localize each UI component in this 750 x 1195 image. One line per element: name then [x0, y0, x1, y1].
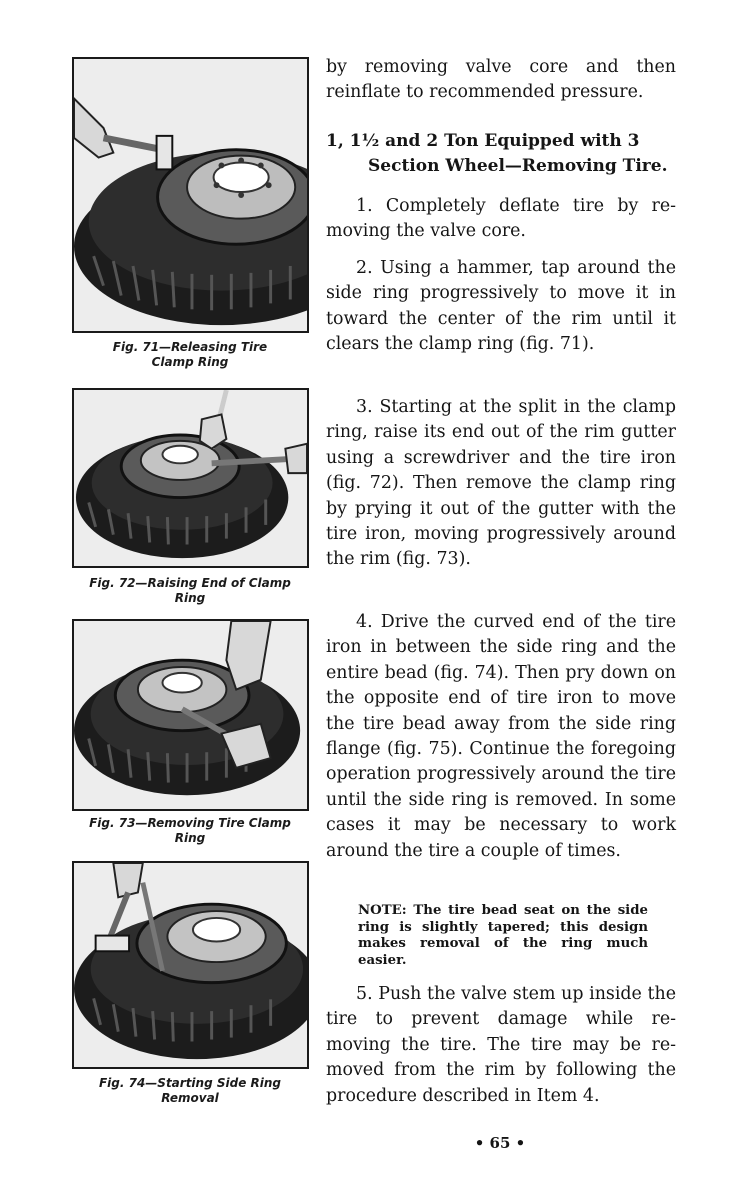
page-number: • 65 •	[474, 1134, 526, 1152]
step-3-paragraph: 3. Starting at the split in the clamp ring, raise its end out of the rim gutter using a screwdriver and the tire iron (fig. 72). Then remove the clamp ring by prying it out of the gutter with the tire iron, moving progressively around the rim (fig. 73).	[326, 397, 676, 570]
hammer-head	[96, 936, 129, 952]
hammer-head	[157, 136, 173, 170]
step-4-paragraph: 4. Drive the curved end of the tire iron in between the side ring and the entire bead (fig. 74). Then pry down on the opposite end of tire iron to move the tire bead away from the side ring flange (fig. 75). Continue the foregoing operation progressively around the tire until the side ring is removed. In some cases it may be necessary to work around the tire a couple of times.	[326, 612, 676, 861]
figure-71-caption: Fig. 71—Releasing Tire Clamp Ring	[112, 340, 268, 369]
figure-71-image	[72, 57, 309, 333]
step-1-paragraph: 1. Completely deflate tire by re-moving the valve core.	[326, 196, 676, 242]
hand	[113, 863, 142, 897]
step-5-paragraph: 5. Push the valve stem up inside the tire to prevent damage while re-moving the tire. The tire may be re-moved from the rim by following the procedure described in Item 4.	[326, 984, 676, 1106]
figure-74-image	[72, 861, 309, 1069]
note-paragraph: NOTE: The tire bead seat on the side ring is slightly tapered; this design makes removal of the ring much easier.	[358, 903, 648, 968]
figure-74-caption: Fig. 74—Starting Side Ring Removal	[98, 1076, 282, 1105]
figure-73-image	[72, 619, 309, 811]
intro-paragraph: by removing valve core and then reinflate to recommended pressure.	[326, 57, 676, 103]
hand	[285, 444, 307, 473]
figure-72-caption: Fig. 72—Raising End of Clamp Ring	[89, 576, 291, 605]
figure-73-caption: Fig. 73—Removing Tire Clamp Ring	[89, 816, 291, 845]
section-heading: 1, 1½ and 2 Ton Equipped with 3 Section Wheel—Removing Tire.	[326, 131, 668, 176]
figure-72-image	[72, 388, 309, 568]
step-2-paragraph: 2. Using a hammer, tap around the side ring progressively to move it in toward the center of the rim until it clears the clamp ring (fig. 71).	[326, 258, 676, 355]
